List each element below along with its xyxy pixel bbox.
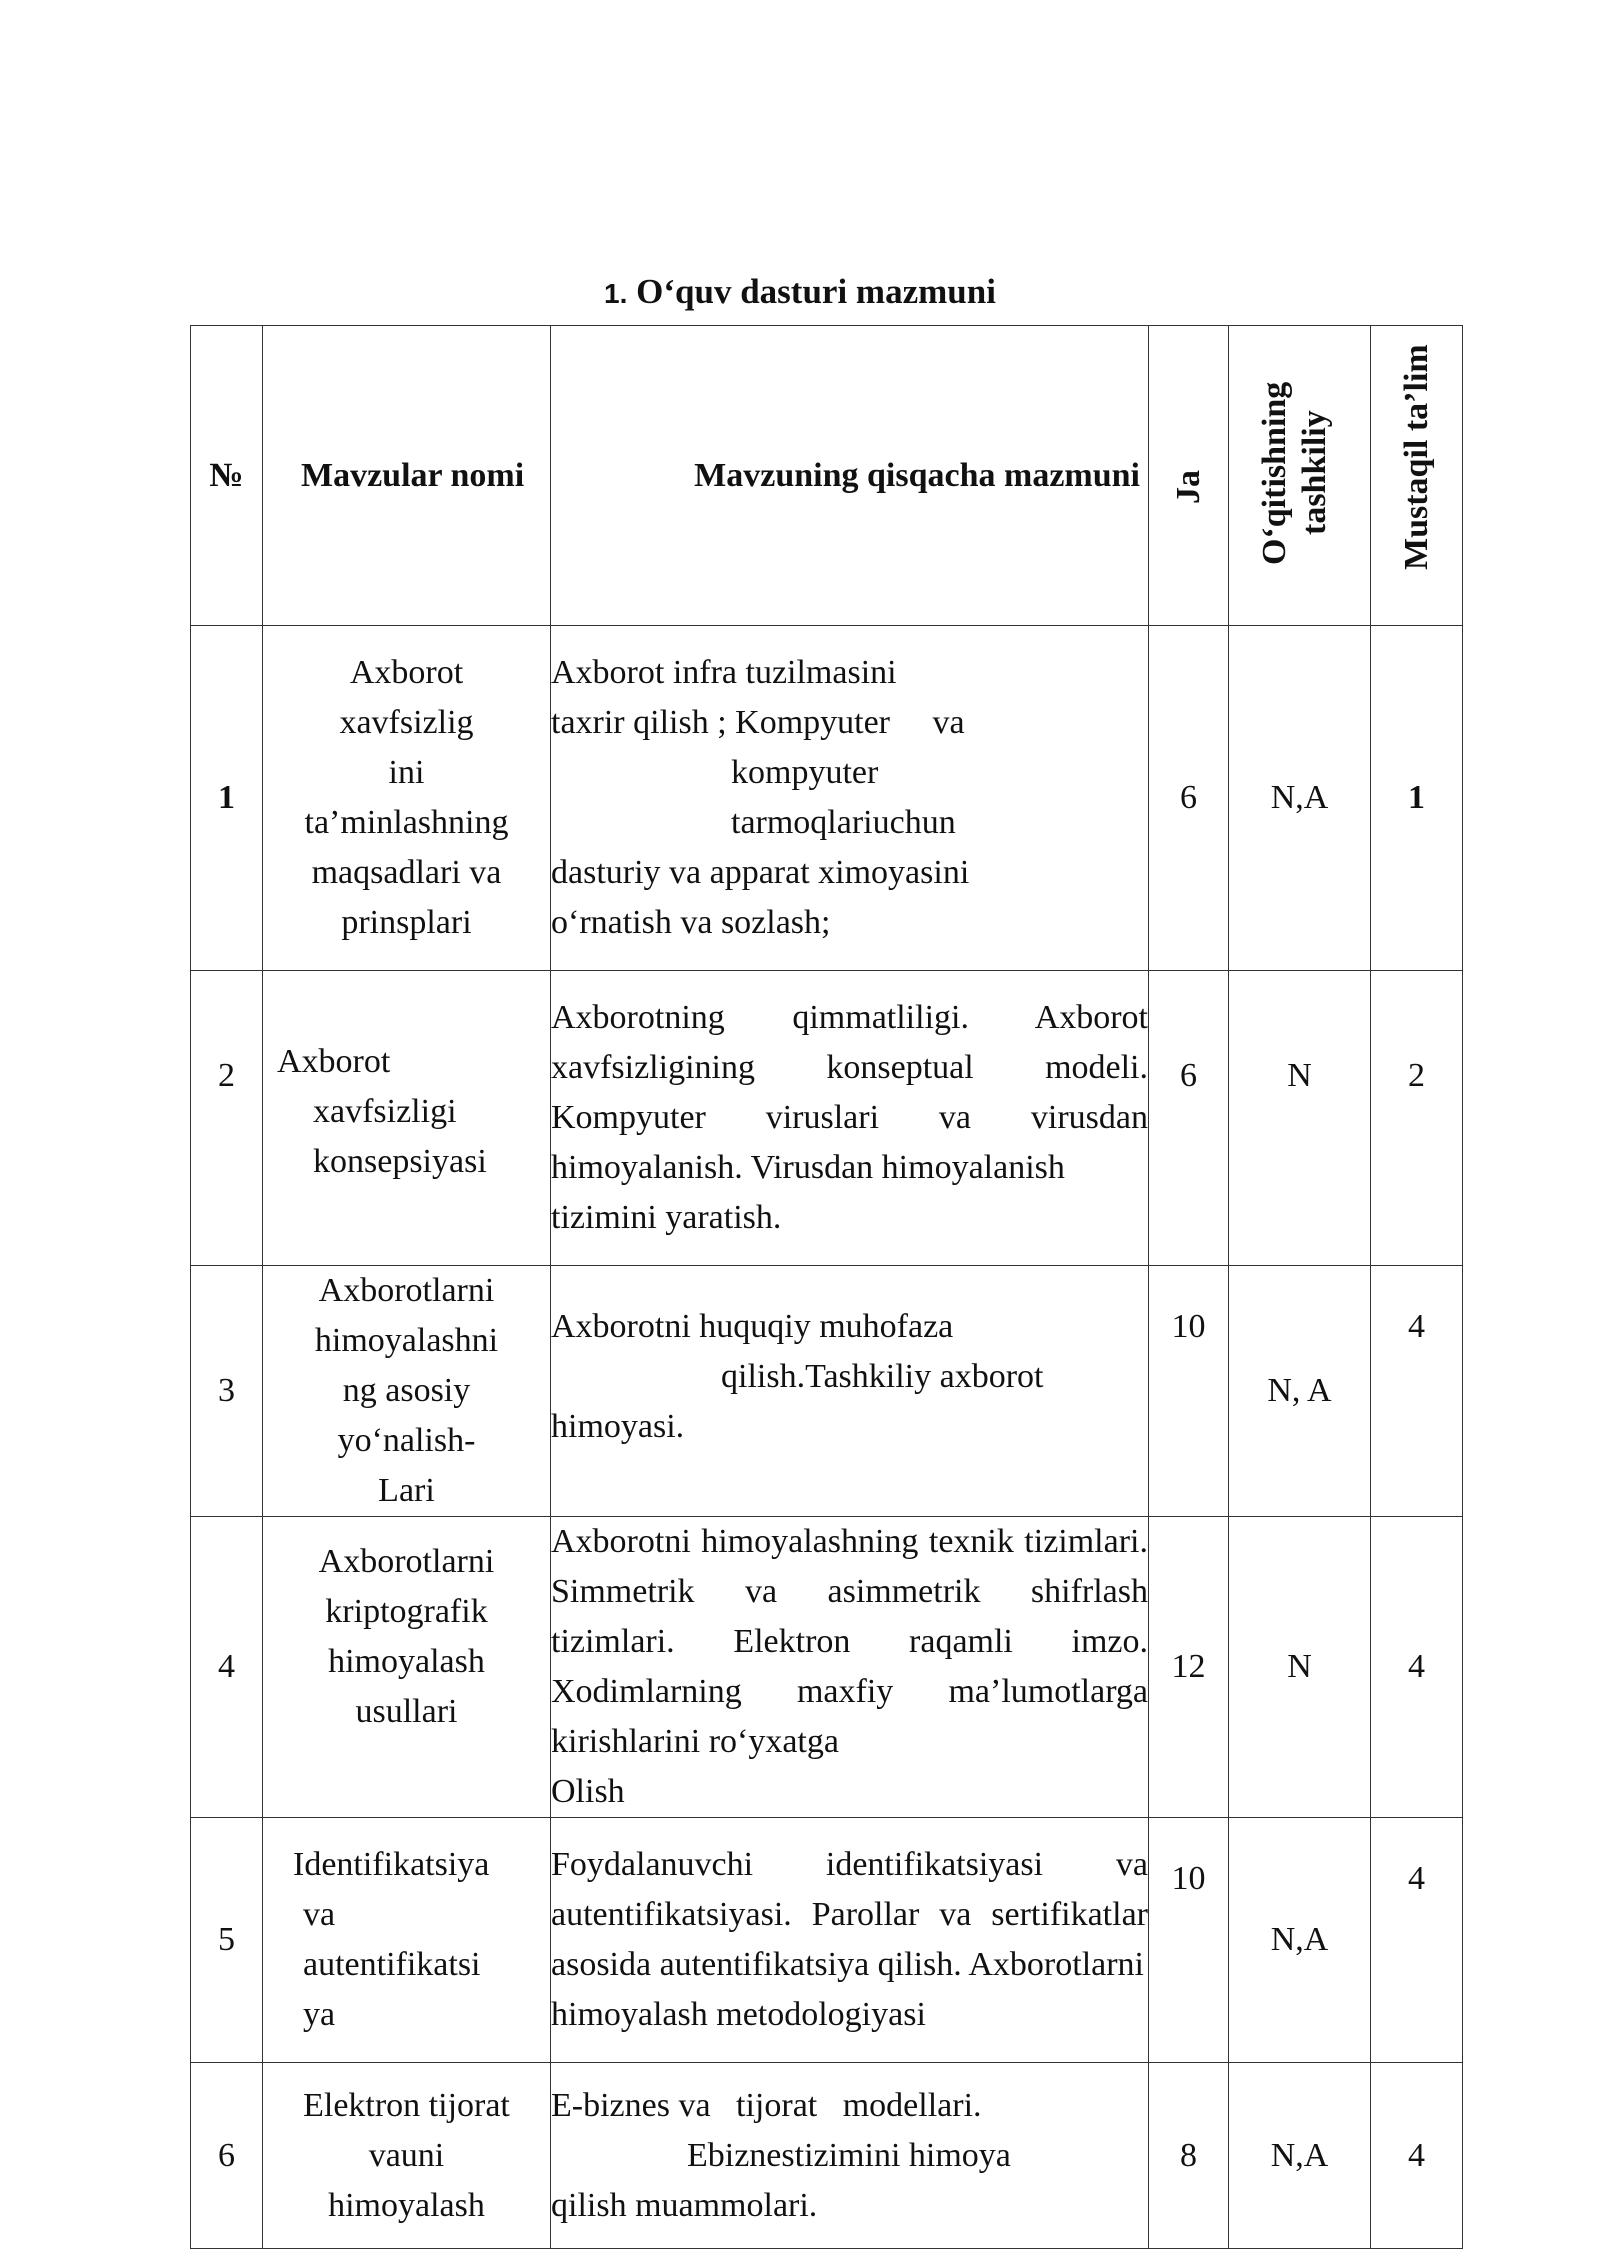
content-cell: Axborotni huquqiy muhofaza qilish.Tashkiliy axborot himoyasi.	[551, 1266, 1149, 1517]
header-independent: Mustaqil ta’lim	[1371, 326, 1463, 626]
hours-cell: 10	[1149, 1818, 1229, 2063]
curriculum-table	[190, 325, 1463, 2249]
content-cell: Axborotni himoyalashning texnik tizimlari. Simmetrik va asimmetrik shifrlash tizimlari. Elektron raqamli imzo. Xodimlarning maxfiy ma’lumotlarga kirishlarini ro‘yxatga Olish	[551, 1517, 1149, 1818]
independent-cell: 4	[1371, 1517, 1463, 1818]
row-number: 2	[191, 971, 263, 1266]
hours-cell: 6	[1149, 626, 1229, 971]
table-row	[191, 2063, 1463, 2249]
header-hours: Ja	[1149, 326, 1229, 626]
header-num: №	[191, 326, 263, 626]
independent-cell: 4	[1371, 2063, 1463, 2249]
form-cell: N,A	[1229, 626, 1371, 971]
header-content: Mavzuning qisqacha mazmuni	[551, 326, 1149, 626]
content-cell: Foydalanuvchi identifikatsiyasi va autentifikatsiyasi. Parollar va sertifikatlar asosida autentifikatsiya qilish. Axborotlarni himoyalash metodologiyasi	[551, 1818, 1149, 2063]
independent-cell: 4	[1371, 1266, 1463, 1517]
row-number: 1	[191, 626, 263, 971]
content-cell: E-biznes va tijorat modellari. Ebiznestizimini himoya qilish muammolari.	[551, 2063, 1149, 2249]
independent-cell: 4	[1371, 1818, 1463, 2063]
topic-cell: Elektron tijorat vauni himoyalash	[263, 2063, 551, 2249]
header-topic: Mavzular nomi	[263, 326, 551, 626]
form-cell: N,A	[1229, 2063, 1371, 2249]
form-cell: N, A	[1229, 1266, 1371, 1517]
topic-cell: Axborotlarni kriptografik himoyalash usullari	[263, 1517, 551, 1818]
form-cell: N,A	[1229, 1818, 1371, 2063]
content-cell: Axborot infra tuzilmasini taxrir qilish ; Kompyuter va kompyuter tarmoqlariuchun dasturiy va apparat ximoyasini o‘rnatish va sozlash;	[551, 626, 1149, 971]
independent-cell: 1	[1371, 626, 1463, 971]
content-cell: Axborotning qimmatliligi. Axborot xavfsizligining konseptual modeli. Kompyuter viruslari va virusdan himoyalanish. Virusdan himoyalanish tizimini yaratish.	[551, 971, 1149, 1266]
table-row	[191, 1818, 1463, 2063]
table-row	[191, 1266, 1463, 1517]
form-cell: N	[1229, 971, 1371, 1266]
topic-cell: Axborot xavfsizligi konsepsiyasi	[263, 971, 551, 1266]
table-row	[191, 626, 1463, 971]
hours-cell: 6	[1149, 971, 1229, 1266]
row-number: 5	[191, 1818, 263, 2063]
form-cell: N	[1229, 1517, 1371, 1818]
hours-cell: 10	[1149, 1266, 1229, 1517]
topic-cell: Axborotlarni himoyalashni ng asosiy yo‘nalish- Lari	[263, 1266, 551, 1517]
row-number: 4	[191, 1517, 263, 1818]
table-row	[191, 971, 1463, 1266]
table-row	[191, 1517, 1463, 1818]
topic-cell: Axborot xavfsizlig ini ta’minlashning maqsadlari va prinsplari	[263, 626, 551, 971]
table-header-row	[191, 326, 1463, 626]
hours-cell: 8	[1149, 2063, 1229, 2249]
topic-cell: Identifikatsiya va autentifikatsi ya	[263, 1818, 551, 2063]
hours-cell: 12	[1149, 1517, 1229, 1818]
independent-cell: 2	[1371, 971, 1463, 1266]
page-title: 1. O‘quv dasturi mazmuni	[604, 272, 996, 311]
row-number: 6	[191, 2063, 263, 2249]
row-number: 3	[191, 1266, 263, 1517]
header-organization: O‘qitishning tashkiliy	[1229, 326, 1371, 626]
